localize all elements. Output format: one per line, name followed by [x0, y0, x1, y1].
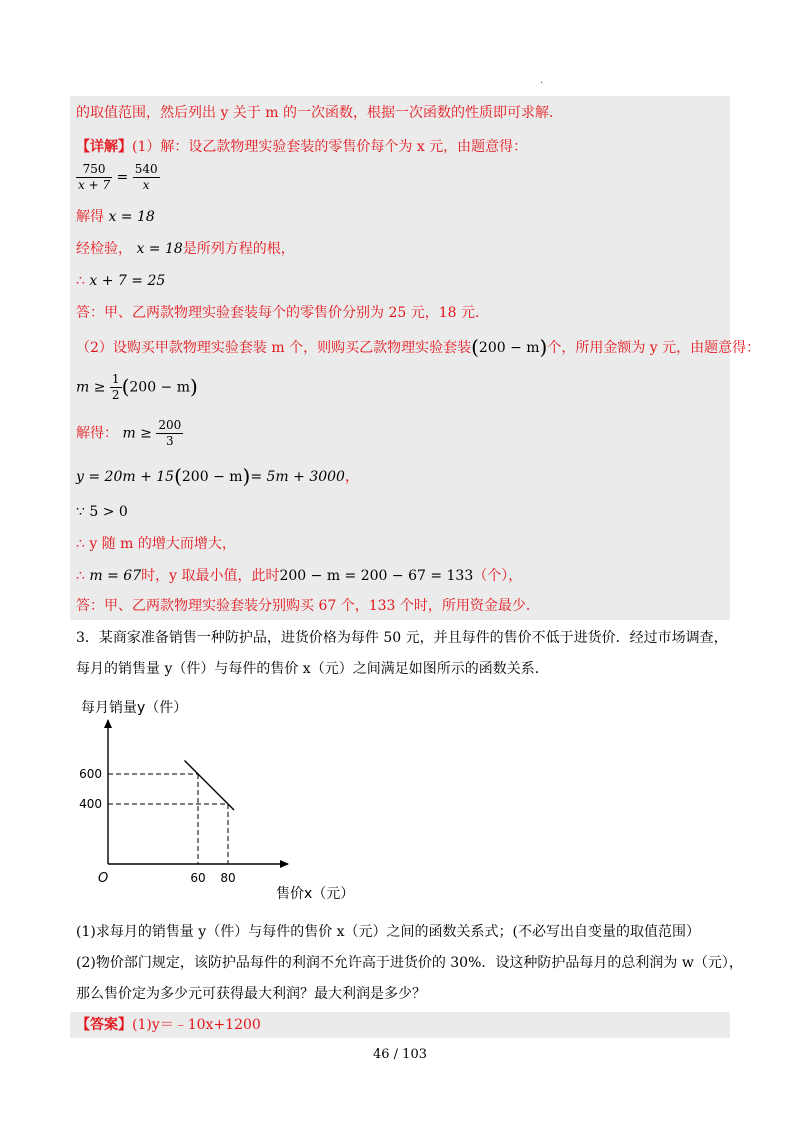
solve2-frac	[156, 418, 183, 449]
min-prefix: ∴	[76, 568, 85, 584]
part2-intro-b: 个，所用金额为 y 元，由题意得：	[547, 340, 761, 356]
eq1-left-num: 750	[76, 162, 112, 178]
min-expr: m = 67	[89, 568, 142, 584]
solve2-prefix: 解得：	[76, 425, 118, 442]
part2-paren-expr: 200 − m	[478, 340, 540, 356]
q3-sub2-line2: 那么售价定为多少元可获得最大利润？最大利润是多少？	[76, 986, 426, 1002]
eq1-left-frac	[76, 162, 112, 193]
q3-sub1: (1)求每月的销售量 y（件）与每件的售价 x（元）之间的函数关系式；(不必写出自变量的取值范围）	[76, 924, 700, 940]
y-expr-paren: 200 − m	[181, 469, 243, 485]
eq1-equals: =	[116, 169, 129, 186]
answer-text: (1)y＝﹣10x+1200	[132, 1017, 261, 1033]
check-prefix: 经检验，	[76, 241, 132, 257]
xtick-80: 80	[220, 871, 236, 885]
monotone-line: ∴ y 随 m 的增大而增大，	[76, 536, 236, 552]
therefore-1	[76, 271, 165, 291]
function-line	[185, 761, 235, 811]
y-expression: y = 20m + 15(200 − m)= 5m + 3000，	[76, 464, 359, 488]
check-line	[76, 239, 295, 259]
y-expr-comma: ，	[344, 469, 359, 485]
detail-label: 【详解】	[76, 139, 132, 155]
sales-chart	[76, 692, 376, 912]
intro-line: 的取值范围，然后列出 y 关于 m 的一次函数，根据一次函数的性质即可求解．	[76, 105, 563, 121]
min-unit: （个），	[473, 568, 523, 584]
q3-line2: 每月的销售量 y（件）与每件的售价 x（元）之间满足如图所示的函数关系．	[76, 661, 549, 677]
chart-ylabel: 每月销量y（件）	[81, 700, 188, 716]
solve-2	[76, 418, 183, 449]
page-number: 46 / 103	[373, 1047, 427, 1062]
part1-intro	[76, 137, 527, 157]
ineq-frac	[110, 372, 122, 403]
because-line: ∵ 5 > 0	[76, 504, 128, 520]
ineq-frac-den: 2	[111, 388, 120, 402]
part2-intro-a: （2）设购买甲款物理实验套装 m 个，则购买乙款物理实验套装	[76, 340, 472, 356]
solve1-expr: x = 18	[108, 209, 155, 225]
min-line	[76, 566, 522, 586]
ineq-right: 200 − m	[129, 379, 191, 396]
answer-1: 答：甲、乙两款物理实验套装每个的零售价分别为 25 元，18 元．	[76, 305, 489, 321]
min-text: 时，y 取最小值，此时	[141, 568, 280, 584]
solve2-num: 200	[158, 418, 182, 432]
answer-2: 答：甲、乙两款物理实验套装分别购买 67 个，133 个时，所用资金最少．	[76, 598, 540, 614]
eq1-right-num: 540	[134, 162, 158, 176]
part1-intro-text: (1）解：设乙款物理实验套装的零售价每个为 x 元，由题意得：	[132, 139, 528, 155]
ineq-frac-num: 1	[111, 372, 120, 386]
q3-answer	[76, 1015, 261, 1035]
inequality-line: m ≥ $\frac{1}{2}$ (200 − m)	[76, 372, 198, 402]
chart-xlabel: 售价x（元）	[276, 886, 355, 902]
min-calc: 200 − m = 200 − 67 = 133	[279, 568, 474, 584]
solve2-den: 3	[166, 434, 174, 448]
top-dot: ·	[540, 78, 544, 89]
solve2-expr: m ≥	[122, 425, 152, 442]
eq1-right-frac	[133, 162, 160, 193]
ytick-400: 400	[79, 797, 102, 811]
solve-1	[76, 207, 155, 227]
y-expr-b: = 5m + 3000	[250, 469, 345, 485]
xtick-60: 60	[190, 871, 206, 885]
check-suffix: 是所列方程的根，	[182, 241, 295, 257]
eq1-right-den: x	[142, 178, 150, 192]
origin-label: O	[98, 871, 109, 886]
q3-line1: 3．某商家准备销售一种防护品，进货价格为每件 50 元，并且每件的售价不低于进货价．经过市场调查，	[76, 630, 728, 646]
q3-sub2-line1: (2)物价部门规定，该防护品每件的利润不允许高于进货价的 30%．设这种防护品每月的总利润为 w（元），	[76, 955, 743, 971]
therefore1-symbol: ∴	[76, 273, 85, 289]
check-expr: x = 18	[136, 241, 183, 257]
ineq-left: m ≥	[76, 379, 106, 396]
y-expr-a: y = 20m + 15	[76, 469, 175, 485]
part2-intro: （2）设购买甲款物理实验套装 m 个，则购买乙款物理实验套装(200 − m)个，所用金额为 y 元，由题意得：	[76, 335, 761, 359]
eq1-left-den: x + 7	[78, 178, 111, 192]
ytick-600: 600	[79, 767, 102, 781]
answer-label: 【答案】	[76, 1017, 132, 1033]
therefore1-expr: x + 7 = 25	[89, 273, 166, 289]
solve1-prefix: 解得	[76, 209, 104, 225]
equation-1	[76, 162, 160, 193]
